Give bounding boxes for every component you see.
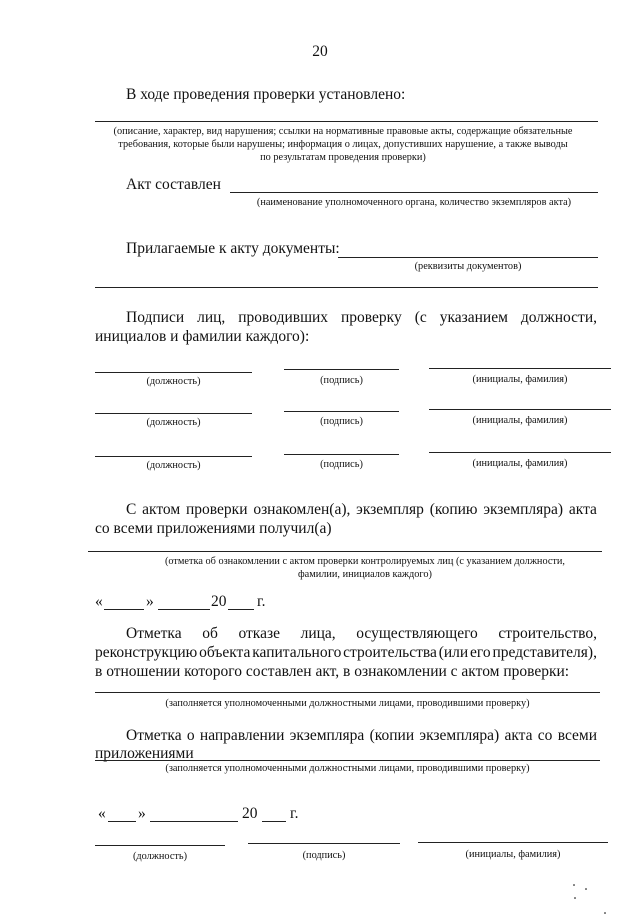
signature-caption: (подпись) — [302, 850, 346, 861]
position-caption: (должность) — [146, 376, 201, 387]
word: его — [470, 644, 491, 661]
year-blank — [262, 821, 286, 822]
signature-caption: (подпись) — [320, 459, 363, 470]
speck — [604, 912, 606, 914]
established-fill-line — [95, 121, 598, 122]
word: представителя), — [492, 644, 597, 661]
established-note-line: требования, которые были нарушены; информация о лицах, допустивших нарушение, а также выводы — [118, 139, 568, 150]
word: строительство, — [498, 625, 597, 642]
word: (с — [414, 309, 427, 326]
position-caption: (должность) — [146, 417, 201, 428]
day-blank — [104, 609, 144, 610]
signatures-heading-line-2: инициалов и фамилии каждого): — [95, 328, 310, 345]
word: строительства — [343, 644, 437, 661]
position-line — [95, 456, 252, 457]
word: акта — [568, 501, 597, 518]
signature-line — [284, 454, 399, 455]
word: экземпляр — [356, 501, 424, 518]
word: Отметка — [126, 727, 182, 744]
acquainted-note-line: фамилии, инициалов каждого) — [298, 569, 432, 580]
established-note-line: по результатам проведения проверки) — [260, 152, 426, 163]
name-line — [418, 842, 608, 843]
word: о — [186, 727, 195, 744]
word: всеми — [557, 727, 597, 744]
word: (или — [438, 644, 469, 661]
year-suffix: г. — [290, 805, 299, 822]
sending-text-line-2: приложениями — [95, 745, 194, 762]
century: 20 — [211, 593, 227, 610]
word: (копию — [429, 501, 478, 518]
position-line — [95, 413, 252, 414]
name-line — [429, 452, 611, 453]
act-drawn-fill-line — [230, 192, 598, 193]
year-blank — [228, 609, 254, 610]
open-quote: « — [95, 593, 103, 610]
attached-docs-fill-line — [338, 257, 598, 258]
acquainted-note-line: (отметка об ознакомлении с актом проверки контролируемых лиц (с указанием должности, — [164, 556, 566, 567]
signature-line — [284, 411, 399, 412]
name-caption: (инициалы, фамилия) — [465, 849, 561, 860]
sending-fill-line — [95, 760, 600, 761]
word: проводивших — [238, 309, 329, 326]
word: экземпляра) — [419, 727, 500, 744]
position-line — [95, 845, 225, 846]
word: об — [202, 625, 218, 642]
attached-docs-note: (реквизиты документов) — [414, 261, 522, 272]
name-caption: (инициалы, фамилия) — [472, 415, 568, 426]
acquainted-text-line-2: со всеми приложениями получил(а) — [95, 520, 332, 537]
refusal-fill-line — [95, 692, 600, 693]
word: актом — [142, 501, 181, 518]
signatures-heading-line-1 — [126, 309, 597, 327]
word: объекта — [199, 644, 251, 661]
year-suffix: г. — [257, 593, 266, 610]
act-drawn-label: Акт составлен — [126, 176, 221, 193]
signature-line — [284, 369, 399, 370]
speck — [574, 897, 576, 899]
refusal-text-line-3: в отношении которого составлен акт, в ознакомлении с актом проверки: — [95, 663, 570, 680]
century: 20 — [242, 805, 258, 822]
name-caption: (инициалы, фамилия) — [472, 458, 568, 469]
signature-caption: (подпись) — [320, 416, 363, 427]
position-line — [95, 372, 252, 373]
attached-docs-label: Прилагаемые к акту документы: — [126, 240, 340, 257]
word: (копии — [369, 727, 415, 744]
attached-docs-fill-line-2 — [95, 287, 598, 288]
word: проверку — [341, 309, 402, 326]
position-caption: (должность) — [146, 460, 201, 471]
word: направлении — [199, 727, 285, 744]
word: лица, — [300, 625, 336, 642]
word: осуществляющего — [356, 625, 478, 642]
word: реконструкцию — [95, 644, 198, 661]
established-heading: В ходе проведения проверки установлено: — [126, 86, 406, 103]
word: отказе — [238, 625, 280, 642]
word: проверки — [186, 501, 248, 518]
page-number: 20 — [312, 43, 328, 60]
word: С — [126, 501, 137, 518]
name-caption: (инициалы, фамилия) — [472, 374, 568, 385]
month-blank — [158, 609, 210, 610]
acquainted-text-line-1 — [126, 501, 597, 519]
signature-caption: (подпись) — [320, 375, 363, 386]
acquainted-fill-line — [88, 551, 602, 552]
act-drawn-note: (наименование уполномоченного органа, количество экземпляров акта) — [256, 197, 572, 208]
signature-line — [248, 843, 400, 844]
refusal-text-line-1 — [126, 625, 597, 643]
refusal-note: (заполняется уполномоченными должностными лицами, проводившими проверку) — [165, 698, 530, 709]
name-line — [429, 409, 611, 410]
day-blank — [108, 821, 136, 822]
word: Отметка — [126, 625, 182, 642]
speck — [573, 884, 575, 886]
sending-text-line-1 — [126, 727, 597, 745]
sending-note: (заполняется уполномоченными должностными лицами, проводившими проверку) — [165, 763, 530, 774]
established-note-line: (описание, характер, вид нарушения; ссылки на нормативные правовые акты, содержащие обязательные — [113, 126, 573, 137]
word: капитального — [252, 644, 342, 661]
word: акта — [504, 727, 533, 744]
word: должности, — [520, 309, 597, 326]
open-quote: « — [98, 805, 106, 822]
position-caption: (должность) — [132, 851, 188, 862]
word: Подписи — [126, 309, 185, 326]
word: экземпляра) — [483, 501, 564, 518]
month-blank — [150, 821, 238, 822]
word: со — [537, 727, 553, 744]
word: экземпляра — [289, 727, 365, 744]
established-note — [90, 125, 596, 164]
close-quote: » — [146, 593, 154, 610]
name-line — [429, 368, 611, 369]
word: лиц, — [197, 309, 226, 326]
speck — [585, 888, 587, 890]
close-quote: » — [138, 805, 146, 822]
word: указанием — [439, 309, 508, 326]
word: ознакомлен(а), — [253, 501, 351, 518]
refusal-text-line-2 — [95, 644, 597, 662]
acquainted-note — [130, 555, 600, 581]
